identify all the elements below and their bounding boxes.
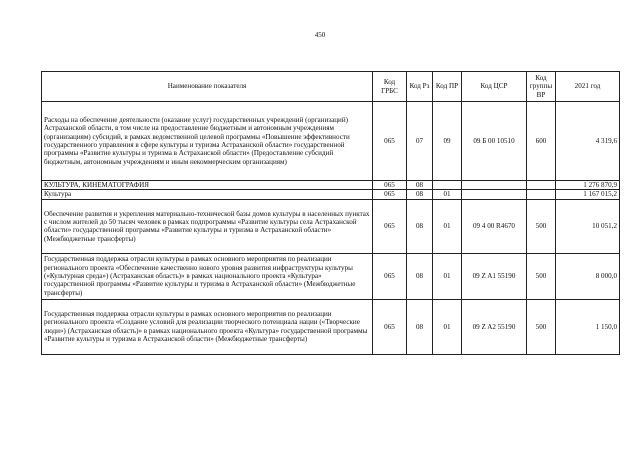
row-pr (433, 181, 462, 190)
row-vr (527, 190, 556, 199)
header-pr: Код ПР (433, 72, 462, 102)
table-row (42, 199, 620, 253)
row-rz: 08 (407, 299, 433, 354)
row-rz: 08 (407, 190, 433, 199)
budget-table (41, 71, 620, 355)
row-rz: 08 (407, 253, 433, 299)
row-csr (462, 190, 527, 199)
row-name: Расходы на обеспечение деятельности (оказание услуг) государственных учреждений (организаций) Астраханской области, в том числе на предоставление бюджетным и автономным учреждениям (организациям) субсидий, в рамках ведомственной целевой программы «Повышение эффективности государственного управления в сфере культуры и туризма Астраханской области» государственной программы «Развитие культуры и туризма в Астраханской области» (Предоставление субсидий бюджетным, автономным учреждениям и иным некоммерческим организациям) (42, 102, 373, 181)
row-grbs: 065 (373, 199, 407, 253)
row-pr: 01 (433, 199, 462, 253)
page-number: 450 (314, 31, 326, 39)
row-amount: 1 167 015,2 (556, 190, 620, 199)
header-year: 2021 год (556, 72, 620, 102)
table-header-row (42, 72, 620, 102)
row-amount: 1 276 870,9 (556, 181, 620, 190)
header-rz: Код Рз (407, 72, 433, 102)
row-name: Государственная поддержка отрасли культуры в рамках основного мероприятия по реализации регионального проекта «Создание условий для реализации творческого потенциала нации («Творческие люди») (Астраханская область)» в рамках национального проекта «Культура» государственной программы «Развитие культуры и туризма в Астраханской области» (Межбюджетные трансферты) (42, 299, 373, 354)
row-csr: 09 Z A2 55190 (462, 299, 527, 354)
table-row (42, 253, 620, 299)
row-vr: 500 (527, 299, 556, 354)
row-rz: 07 (407, 102, 433, 181)
row-csr: 09 Б 00 10510 (462, 102, 527, 181)
row-amount: 1 150,0 (556, 299, 620, 354)
header-vr: Код группы ВР (527, 72, 556, 102)
row-grbs: 065 (373, 102, 407, 181)
row-grbs: 065 (373, 181, 407, 190)
row-grbs: 065 (373, 299, 407, 354)
row-amount: 4 319,6 (556, 102, 620, 181)
row-name: Культура (42, 190, 373, 199)
row-pr: 01 (433, 253, 462, 299)
table-row (42, 299, 620, 354)
row-grbs: 065 (373, 190, 407, 199)
row-csr (462, 181, 527, 190)
header-csr: Код ЦСР (462, 72, 527, 102)
row-pr: 01 (433, 190, 462, 199)
row-vr (527, 181, 556, 190)
row-amount: 10 051,2 (556, 199, 620, 253)
row-pr: 01 (433, 299, 462, 354)
row-name: Государственная поддержка отрасли культуры в рамках основного мероприятия по реализации регионального проекта «Обеспечение качественно нового уровня развития инфраструктуры культуры («Культурная среда») (Астраханская область)» в рамках национального проекта «Культура» государственной программы «Развитие культуры и туризма в Астраханской области» (Межбюджетные трансферты) (42, 253, 373, 299)
header-name: Наименование показателя (42, 72, 373, 102)
row-amount: 8 000,0 (556, 253, 620, 299)
row-csr: 09 4 00 R4670 (462, 199, 527, 253)
row-rz: 08 (407, 181, 433, 190)
row-rz: 08 (407, 199, 433, 253)
row-name: Обеспечение развития и укрепления материально-технической базы домов культуры в населенных пунктах с числом жителей до 50 тысяч человек в рамках подпрограммы «Развитие культуры села Астраханской области» государственной программы «Развитие культуры и туризма в Астраханской области» (Межбюджетные трансферты) (42, 199, 373, 253)
row-vr: 500 (527, 253, 556, 299)
table-row (42, 181, 620, 190)
row-vr: 600 (527, 102, 556, 181)
table-row (42, 190, 620, 199)
row-pr: 09 (433, 102, 462, 181)
row-name: КУЛЬТУРА, КИНЕМАТОГРАФИЯ (42, 181, 373, 190)
header-grbs: Код ГРБС (373, 72, 407, 102)
row-vr: 500 (527, 199, 556, 253)
row-grbs: 065 (373, 253, 407, 299)
row-csr: 09 Z A1 55190 (462, 253, 527, 299)
table-row (42, 102, 620, 181)
